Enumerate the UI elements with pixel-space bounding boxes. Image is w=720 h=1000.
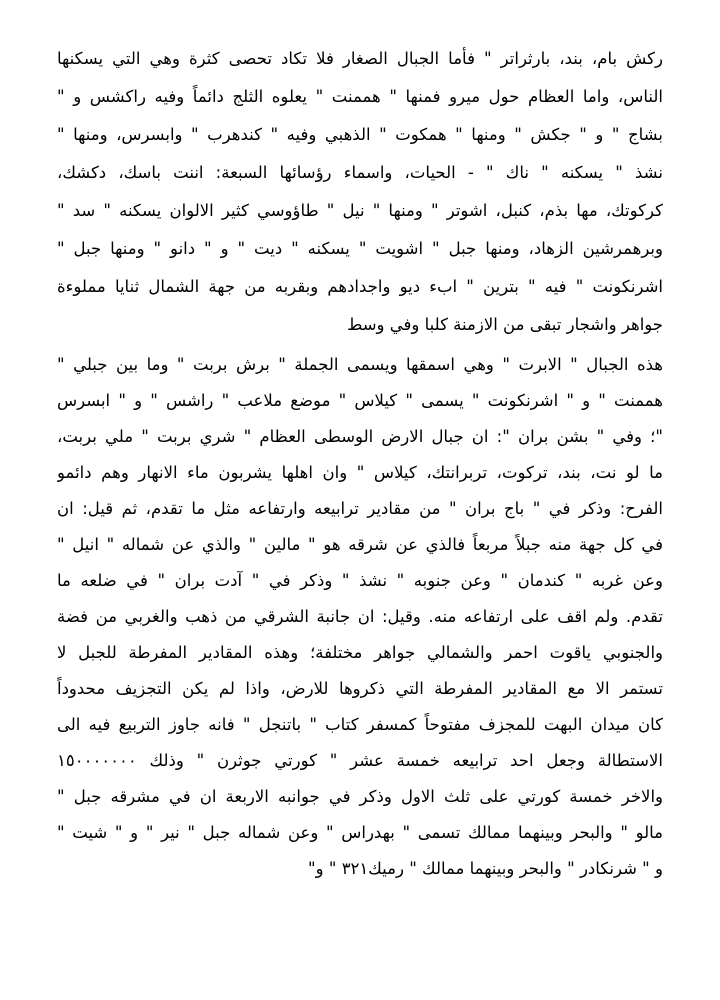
text-line: الفرح: وذكر في " باج بران " من مقادير ترابيعه وارتفاعه مثل ما تقدم، ثم قيل: ان: [57, 499, 663, 518]
text-line: الناس، واما العظام حول ميرو فمنها " هممنت " يعلوه الثلج دائماً وفيه راكشس و ": [57, 87, 663, 106]
text-line: بشاج " و " جكش " ومنها " همكوت " الذهبي وفيه " كندهرب " وابسرس، ومنها ": [57, 125, 663, 144]
text-line: نشذ " يسكنه " ناك " - الحيات، واسماء رؤسائها السبعة: اننت باسك، دكشك،: [57, 163, 663, 182]
text-line: "؛ وفي " بشن بران ": ان جبال الارض الوسطى العظام " شري بربت " ملي بربت،: [57, 427, 663, 446]
text-line: جواهر واشجار تبقى من الازمنة كلبا وفي وسط: [347, 315, 663, 334]
text-line: وبرهمرشين الزهاد، ومنها جبل " اشويت " يسكنه " ديت " و " دانو " ومنها جبل ": [57, 239, 663, 258]
text-line: هممنت " و " اشرنكونت " يسمى " كيلاس " موضع ملاعب " راشس " و " ابسرس: [57, 391, 663, 410]
text-line: وعن غربه " كندمان " وعن جنوبه " نشذ " وذكر في " آدت بران " في ضلعه ما: [57, 571, 663, 590]
text-line: ركش بام، بند، بارثراتر " فأما الجبال الصغار فلا تكاد تحصى كثرة وهي التي يسكنها: [57, 49, 663, 68]
text-line: الاستطالة وجعل احد ترابيعه خمسة عشر " كورتي جوثرن " وذلك ١٥٠٠٠٠٠٠٠: [57, 751, 663, 770]
text-line: مالو " والبحر وبينهما ممالك تسمى " بهدراس " وعن شماله جبل " نير " و " شيت ": [57, 823, 663, 842]
text-line: ما لو نت، بند، تركوت، تربرانتك، كيلاس " وان اهلها يشربون ماء الانهار وهم دائمو: [57, 463, 663, 482]
text-line: تستمر الا مع المقادير المفرطة التي ذكروها للارض، واذا لم يكن التجزيف محدوداً: [57, 679, 663, 698]
text-line: تقدم. ولم اقف على ارتفاعه منه. وقيل: ان جانبة الشرقي من ذهب والغربي من فضة: [57, 607, 663, 626]
text-line: اشرنكونت " فيه " بترين " ابء ديو واجدادهم وبقربه من جهة الشمال ثنايا مملوءة: [57, 277, 663, 296]
text-line: هذه الجبال " الابرت " وهي اسمقها ويسمى الجملة " برش بربت " وما بين جبلي ": [57, 355, 663, 374]
text-line: كان ميدان البهت للمجزف مفتوحاً كمسفر كتاب " باتنجل " فانه جاوز التربيع فيه الى: [57, 715, 663, 734]
text-line: في كل جهة منه جبلاً مربعاً فالذي عن شرقه هو " مالين " والذي عن شماله " انيل ": [57, 535, 663, 554]
text-line: والجنوبي ياقوت احمر والشمالي جواهر مختلفة؛ وهذه المقادير المفرطة للجبل لا: [57, 643, 663, 662]
text-line: كركوتك، مها بذم، كنبل، اشوتر " ومنها " نيل " طاؤوسي كثير الالوان يسكنه " سد ": [57, 201, 663, 220]
text-line: و " شرنكادر " والبحر وبينهما ممالك " رميك٣٢١ " و": [308, 859, 663, 878]
text-line: والاخر خمسة كورتي على ثلث الاول وذكر في جوانبه الاربعة ان في مشرقه جبل ": [57, 787, 663, 806]
